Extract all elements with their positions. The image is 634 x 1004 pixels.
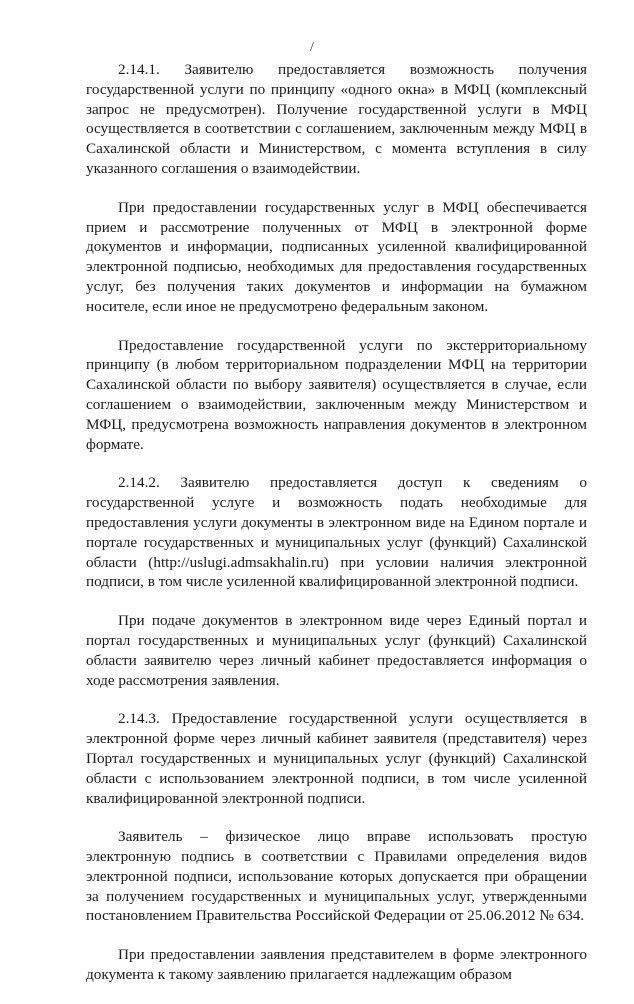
paragraph-mfc-electronic-docs: При предоставлении государственных услуг в МФЦ обеспечивается прием и рассмотрение полученных от МФЦ в электронной форме документов и информации, подписанных усиленной квалифицированной электронной подписью, необходимых для предоставления государственных услуг, без получения таких документов и информации на бумажном носителе, если иное не предусмотрено федеральным законом. [86,198,587,315]
paragraph-2-14-2: 2.14.2. Заявителю предоставляется доступ к сведениям о государственной услуге и возможность подать необходимые для предоставления услуги документы в электронном виде на Едином портале и портале государственных и муниципальных услуг (функций) Сахалинской области (http://uslugi.admsakhalin.ru) при условии наличия электронной подписи, в том числе усиленной квалифицированной электронной подписи. [86,474,587,591]
paragraph-personal-cabinet-info: При подаче документов в электронном виде через Единый портал и портал государственных и муниципальных услуг (функций) Сахалинской области заявителю через личный кабинет предоставляется информация о ходе рассмотрения заявления. [86,612,587,689]
paragraph-simple-signature: Заявитель – физическое лицо вправе использовать простую электронную подпись в соответствии с Правилами определения видов электронной подписи, использование которых допускается при обращении за получением государственных и муниципальных услуг, утвержденными постановлением Правительства Российской Федерации от 25.06.2012 № 634. [86,828,587,925]
page-mark: / [310,40,314,55]
paragraph-representative: При предоставлении заявления представителем в форме электронного документа к такому заявлению прилагается надлежащим образом [86,946,587,984]
paragraph-2-14-3: 2.14.3. Предоставление государственной услуги осуществляется в электронной форме через личный кабинет заявителя (представителя) через Портал государственных и муниципальных услуг (функций) Сахалинской области с использованием электронной подписи, в том числе усиленной квалифицированной электронной подписи. [86,710,587,807]
paragraph-extraterritorial: Предоставление государственной услуги по экстерриториальному принципу (в любом территориальном подразделении МФЦ на территории Сахалинской области по выбору заявителя) осуществляется в случае, если соглашением о взаимодействии, заключенным между Министерством и МФЦ, предусмотрена возможность направления документов в электронном формате. [86,336,587,453]
document-body [86,60,587,1004]
paragraph-2-14-1: 2.14.1. Заявителю предоставляется возможность получения государственной услуги по принципу «одного окна» в МФЦ (комплексный запрос не предусмотрен). Получение государственной услуги в МФЦ осуществляется в соответствии с соглашением, заключенным между МФЦ в Сахалинской области и Министерством, с момента вступления в силу указанного соглашения о взаимодействии. [86,61,587,177]
